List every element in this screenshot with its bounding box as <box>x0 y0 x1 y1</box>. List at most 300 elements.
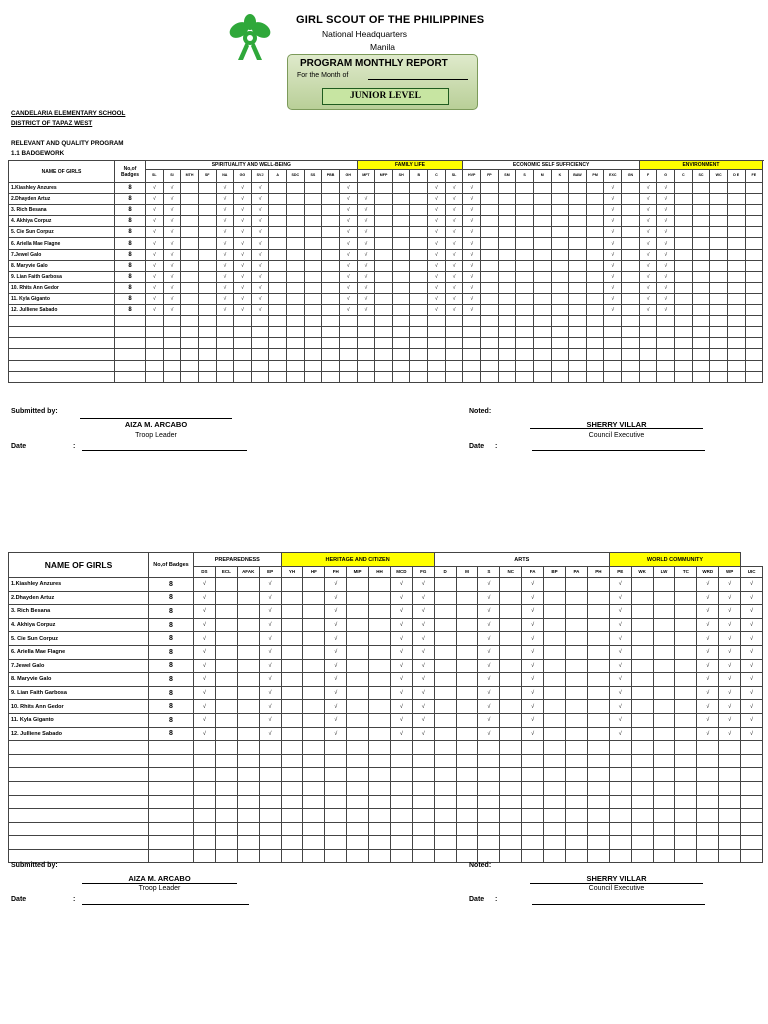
badge-code-header: HVP <box>463 170 481 183</box>
empty-cell <box>587 686 609 700</box>
check-mark: √ <box>146 194 164 205</box>
empty-cell <box>544 618 566 632</box>
empty-cell <box>639 316 657 327</box>
table-row <box>9 578 763 592</box>
check-mark: √ <box>463 249 481 260</box>
badge-count: 8 <box>149 645 194 659</box>
empty-cell <box>392 338 410 349</box>
empty-cell <box>322 316 340 327</box>
empty-cell <box>322 183 340 194</box>
empty-cell <box>710 205 728 216</box>
empty-cell <box>390 795 412 809</box>
check-mark: √ <box>478 673 500 687</box>
empty-cell <box>544 700 566 714</box>
empty-cell <box>727 227 745 238</box>
empty-cell <box>149 741 194 755</box>
category-header: SPIRITUALITY AND WELL-BEING <box>146 161 358 170</box>
empty-cell <box>234 316 252 327</box>
empty-cell <box>745 205 763 216</box>
empty-cell <box>569 282 587 293</box>
empty-cell <box>533 260 551 271</box>
empty-cell <box>375 238 393 249</box>
empty-cell <box>304 194 322 205</box>
empty-cell <box>347 727 369 741</box>
empty-cell <box>719 836 741 850</box>
empty-cell <box>692 271 710 282</box>
empty-cell <box>587 795 609 809</box>
girl-name: 11. Kyla Giganto <box>9 713 149 727</box>
empty-cell <box>719 741 741 755</box>
empty-cell <box>146 371 164 382</box>
empty-cell <box>533 282 551 293</box>
blank-row <box>9 809 763 823</box>
empty-cell <box>675 781 697 795</box>
check-mark: √ <box>194 632 216 646</box>
empty-cell <box>586 327 604 338</box>
empty-cell <box>392 360 410 371</box>
empty-cell <box>392 183 410 194</box>
empty-cell <box>544 849 566 863</box>
check-mark: √ <box>522 578 544 592</box>
girl-name: 9. Lian Faith Garbosa <box>9 686 149 700</box>
check-mark: √ <box>697 686 719 700</box>
district-name: DISTRICT OF TAPAZ WEST <box>11 120 93 127</box>
check-mark: √ <box>412 591 434 605</box>
empty-cell <box>215 659 237 673</box>
empty-cell <box>516 205 534 216</box>
empty-cell <box>369 605 391 619</box>
check-mark: √ <box>412 578 434 592</box>
date-label: Date <box>469 896 485 903</box>
empty-cell <box>304 360 322 371</box>
empty-cell <box>516 227 534 238</box>
empty-cell <box>741 849 763 863</box>
empty-cell <box>216 360 234 371</box>
check-mark: √ <box>412 618 434 632</box>
check-mark: √ <box>639 282 657 293</box>
check-mark: √ <box>428 282 446 293</box>
check-mark: √ <box>463 293 481 304</box>
empty-cell <box>281 618 303 632</box>
empty-cell <box>498 194 516 205</box>
empty-cell <box>304 327 322 338</box>
empty-cell <box>653 781 675 795</box>
empty-cell <box>544 768 566 782</box>
empty-cell <box>697 754 719 768</box>
org-title: GIRL SCOUT OF THE PHILIPPINES <box>296 14 485 26</box>
empty-cell <box>237 781 259 795</box>
empty-cell <box>587 578 609 592</box>
empty-cell <box>569 327 587 338</box>
date-label: Date <box>11 443 27 450</box>
check-mark: √ <box>339 260 357 271</box>
empty-cell <box>234 360 252 371</box>
empty-cell <box>586 271 604 282</box>
empty-cell <box>9 338 115 349</box>
empty-cell <box>434 673 456 687</box>
badge-count: 8 <box>115 293 146 304</box>
empty-cell <box>287 238 305 249</box>
empty-cell <box>500 713 522 727</box>
empty-cell <box>741 795 763 809</box>
empty-cell <box>697 741 719 755</box>
empty-cell <box>434 618 456 632</box>
empty-cell <box>587 632 609 646</box>
badge-code-header: HH <box>369 567 391 578</box>
empty-cell <box>565 686 587 700</box>
empty-cell <box>551 293 569 304</box>
check-mark: √ <box>719 727 741 741</box>
empty-cell <box>675 578 697 592</box>
empty-cell <box>657 371 675 382</box>
empty-cell <box>675 371 693 382</box>
empty-cell <box>741 836 763 850</box>
empty-cell <box>692 260 710 271</box>
check-mark: √ <box>325 632 347 646</box>
check-mark: √ <box>609 686 631 700</box>
check-mark: √ <box>339 238 357 249</box>
empty-cell <box>115 327 146 338</box>
empty-cell <box>710 271 728 282</box>
empty-cell <box>369 618 391 632</box>
empty-cell <box>303 673 325 687</box>
empty-cell <box>428 338 446 349</box>
empty-cell <box>281 673 303 687</box>
empty-cell <box>675 795 697 809</box>
empty-cell <box>697 768 719 782</box>
badge-code-header: S <box>478 567 500 578</box>
empty-cell <box>710 282 728 293</box>
empty-cell <box>675 305 693 316</box>
empty-cell <box>569 260 587 271</box>
empty-cell <box>569 249 587 260</box>
badge-code-header: FE <box>745 170 763 183</box>
empty-cell <box>215 645 237 659</box>
empty-cell <box>322 282 340 293</box>
empty-cell <box>322 271 340 282</box>
empty-cell <box>392 216 410 227</box>
check-mark: √ <box>445 293 463 304</box>
check-mark: √ <box>604 238 622 249</box>
empty-cell <box>544 605 566 619</box>
empty-cell <box>697 849 719 863</box>
check-mark: √ <box>412 605 434 619</box>
blank-row <box>9 338 763 349</box>
empty-cell <box>463 371 481 382</box>
empty-cell <box>146 338 164 349</box>
empty-cell <box>198 338 216 349</box>
empty-cell <box>745 216 763 227</box>
empty-cell <box>586 360 604 371</box>
empty-cell <box>322 293 340 304</box>
empty-cell <box>522 754 544 768</box>
empty-cell <box>653 632 675 646</box>
category-header-row <box>9 553 763 567</box>
empty-cell <box>710 327 728 338</box>
empty-cell <box>434 632 456 646</box>
empty-cell <box>516 249 534 260</box>
empty-cell <box>692 371 710 382</box>
empty-cell <box>587 849 609 863</box>
empty-cell <box>745 183 763 194</box>
check-mark: √ <box>146 271 164 282</box>
empty-cell <box>745 249 763 260</box>
check-mark: √ <box>478 727 500 741</box>
empty-cell <box>163 360 181 371</box>
empty-cell <box>622 227 640 238</box>
empty-cell <box>692 316 710 327</box>
check-mark: √ <box>463 227 481 238</box>
empty-cell <box>149 768 194 782</box>
empty-cell <box>498 293 516 304</box>
check-mark: √ <box>234 227 252 238</box>
empty-cell <box>551 249 569 260</box>
check-mark: √ <box>339 183 357 194</box>
empty-cell <box>551 327 569 338</box>
empty-cell <box>653 768 675 782</box>
empty-cell <box>500 673 522 687</box>
empty-cell <box>410 327 428 338</box>
empty-cell <box>347 809 369 823</box>
empty-cell <box>181 260 199 271</box>
empty-cell <box>392 293 410 304</box>
empty-cell <box>522 781 544 795</box>
empty-cell <box>163 338 181 349</box>
empty-cell <box>745 282 763 293</box>
empty-cell <box>281 809 303 823</box>
badge-code-header: C <box>675 170 693 183</box>
empty-cell <box>434 849 456 863</box>
empty-cell <box>697 795 719 809</box>
empty-cell <box>434 591 456 605</box>
empty-cell <box>745 338 763 349</box>
check-mark: √ <box>163 249 181 260</box>
empty-cell <box>481 360 499 371</box>
empty-cell <box>392 194 410 205</box>
badge-code-header: PE <box>609 567 631 578</box>
girl-name: 6. Ariella Mae Flagne <box>9 645 149 659</box>
empty-cell <box>375 371 393 382</box>
empty-cell <box>369 713 391 727</box>
empty-cell <box>657 360 675 371</box>
check-mark: √ <box>657 249 675 260</box>
check-mark: √ <box>390 632 412 646</box>
check-mark: √ <box>259 673 281 687</box>
check-mark: √ <box>741 605 763 619</box>
empty-cell <box>533 338 551 349</box>
check-mark: √ <box>234 282 252 293</box>
table-row <box>9 727 763 741</box>
empty-cell <box>478 809 500 823</box>
check-mark: √ <box>251 227 269 238</box>
empty-cell <box>500 632 522 646</box>
empty-cell <box>410 338 428 349</box>
empty-cell <box>412 781 434 795</box>
empty-cell <box>533 216 551 227</box>
empty-cell <box>390 754 412 768</box>
empty-cell <box>434 645 456 659</box>
empty-cell <box>434 578 456 592</box>
empty-cell <box>522 809 544 823</box>
empty-cell <box>215 849 237 863</box>
check-mark: √ <box>216 238 234 249</box>
check-mark: √ <box>604 260 622 271</box>
empty-cell <box>369 849 391 863</box>
empty-cell <box>194 754 216 768</box>
empty-cell <box>587 822 609 836</box>
badge-count: 8 <box>149 618 194 632</box>
noter-name: SHERRY VILLAR <box>586 874 647 883</box>
check-mark: √ <box>216 227 234 238</box>
check-mark: √ <box>719 618 741 632</box>
check-mark: √ <box>639 238 657 249</box>
empty-cell <box>551 260 569 271</box>
check-mark: √ <box>390 659 412 673</box>
empty-cell <box>622 183 640 194</box>
check-mark: √ <box>428 183 446 194</box>
org-city: Manila <box>370 42 396 52</box>
category-header: HERITAGE AND CITIZEN <box>281 553 434 567</box>
empty-cell <box>322 360 340 371</box>
empty-cell <box>115 349 146 360</box>
empty-cell <box>675 249 693 260</box>
empty-cell <box>269 327 287 338</box>
check-mark: √ <box>146 216 164 227</box>
check-mark: √ <box>325 713 347 727</box>
badge-count: 8 <box>149 591 194 605</box>
check-mark: √ <box>390 700 412 714</box>
empty-cell <box>675 849 697 863</box>
empty-cell <box>325 809 347 823</box>
empty-cell <box>653 809 675 823</box>
badge-code-header: BAW <box>569 170 587 183</box>
empty-cell <box>287 216 305 227</box>
girl-scout-trefoil-logo <box>224 12 276 64</box>
badge-code-header: SM <box>498 170 516 183</box>
girl-name: 7.Jewel Galo <box>9 659 149 673</box>
empty-cell <box>498 249 516 260</box>
badge-code-header: D E <box>727 170 745 183</box>
badge-code-header: SDC <box>287 170 305 183</box>
girl-name: 1.Kiashley Anzures <box>9 183 115 194</box>
empty-cell <box>303 618 325 632</box>
empty-cell <box>149 849 194 863</box>
check-mark: √ <box>522 618 544 632</box>
empty-cell <box>287 260 305 271</box>
empty-cell <box>500 686 522 700</box>
category-header: ARTS <box>434 553 609 567</box>
check-mark: √ <box>741 659 763 673</box>
check-mark: √ <box>609 618 631 632</box>
empty-cell <box>481 293 499 304</box>
check-mark: √ <box>339 249 357 260</box>
empty-cell <box>303 686 325 700</box>
empty-cell <box>609 809 631 823</box>
empty-cell <box>237 659 259 673</box>
empty-cell <box>565 578 587 592</box>
empty-cell <box>653 795 675 809</box>
badge-count-header: No,of Badges <box>115 161 146 183</box>
check-mark: √ <box>639 249 657 260</box>
empty-cell <box>586 227 604 238</box>
empty-cell <box>194 822 216 836</box>
empty-cell <box>692 194 710 205</box>
badge-count-header: No,of Badges <box>149 553 194 578</box>
empty-cell <box>675 605 697 619</box>
empty-cell <box>304 349 322 360</box>
check-mark: √ <box>146 260 164 271</box>
empty-cell <box>375 327 393 338</box>
empty-cell <box>692 293 710 304</box>
empty-cell <box>533 371 551 382</box>
badge-code-header: YH <box>281 567 303 578</box>
empty-cell <box>456 645 478 659</box>
check-mark: √ <box>259 659 281 673</box>
check-mark: √ <box>146 282 164 293</box>
empty-cell <box>281 645 303 659</box>
empty-cell <box>215 754 237 768</box>
check-mark: √ <box>697 673 719 687</box>
empty-cell <box>357 349 375 360</box>
empty-cell <box>434 713 456 727</box>
empty-cell <box>551 183 569 194</box>
empty-cell <box>544 591 566 605</box>
empty-cell <box>410 271 428 282</box>
check-mark: √ <box>163 238 181 249</box>
empty-cell <box>445 327 463 338</box>
empty-cell <box>198 293 216 304</box>
check-mark: √ <box>163 205 181 216</box>
empty-cell <box>281 754 303 768</box>
empty-cell <box>369 632 391 646</box>
empty-cell <box>456 741 478 755</box>
empty-cell <box>533 327 551 338</box>
empty-cell <box>287 271 305 282</box>
empty-cell <box>609 754 631 768</box>
blank-row <box>9 327 763 338</box>
empty-cell <box>445 349 463 360</box>
empty-cell <box>287 360 305 371</box>
empty-cell <box>237 605 259 619</box>
empty-cell <box>369 836 391 850</box>
empty-cell <box>237 741 259 755</box>
check-mark: √ <box>251 183 269 194</box>
table-row <box>9 194 763 205</box>
empty-cell <box>631 809 653 823</box>
empty-cell <box>287 249 305 260</box>
check-mark: √ <box>325 659 347 673</box>
empty-cell <box>631 659 653 673</box>
empty-cell <box>339 327 357 338</box>
check-mark: √ <box>657 282 675 293</box>
check-mark: √ <box>719 645 741 659</box>
empty-cell <box>390 809 412 823</box>
empty-cell <box>622 260 640 271</box>
table-row <box>9 293 763 304</box>
girl-name: 10. Rhits Ann Gedor <box>9 700 149 714</box>
empty-cell <box>692 238 710 249</box>
empty-cell <box>675 754 697 768</box>
empty-cell <box>410 260 428 271</box>
empty-cell <box>653 591 675 605</box>
badge-code-header: C <box>428 170 446 183</box>
empty-cell <box>9 781 149 795</box>
empty-cell <box>551 349 569 360</box>
empty-cell <box>392 227 410 238</box>
empty-cell <box>565 809 587 823</box>
empty-cell <box>215 673 237 687</box>
check-mark: √ <box>259 632 281 646</box>
